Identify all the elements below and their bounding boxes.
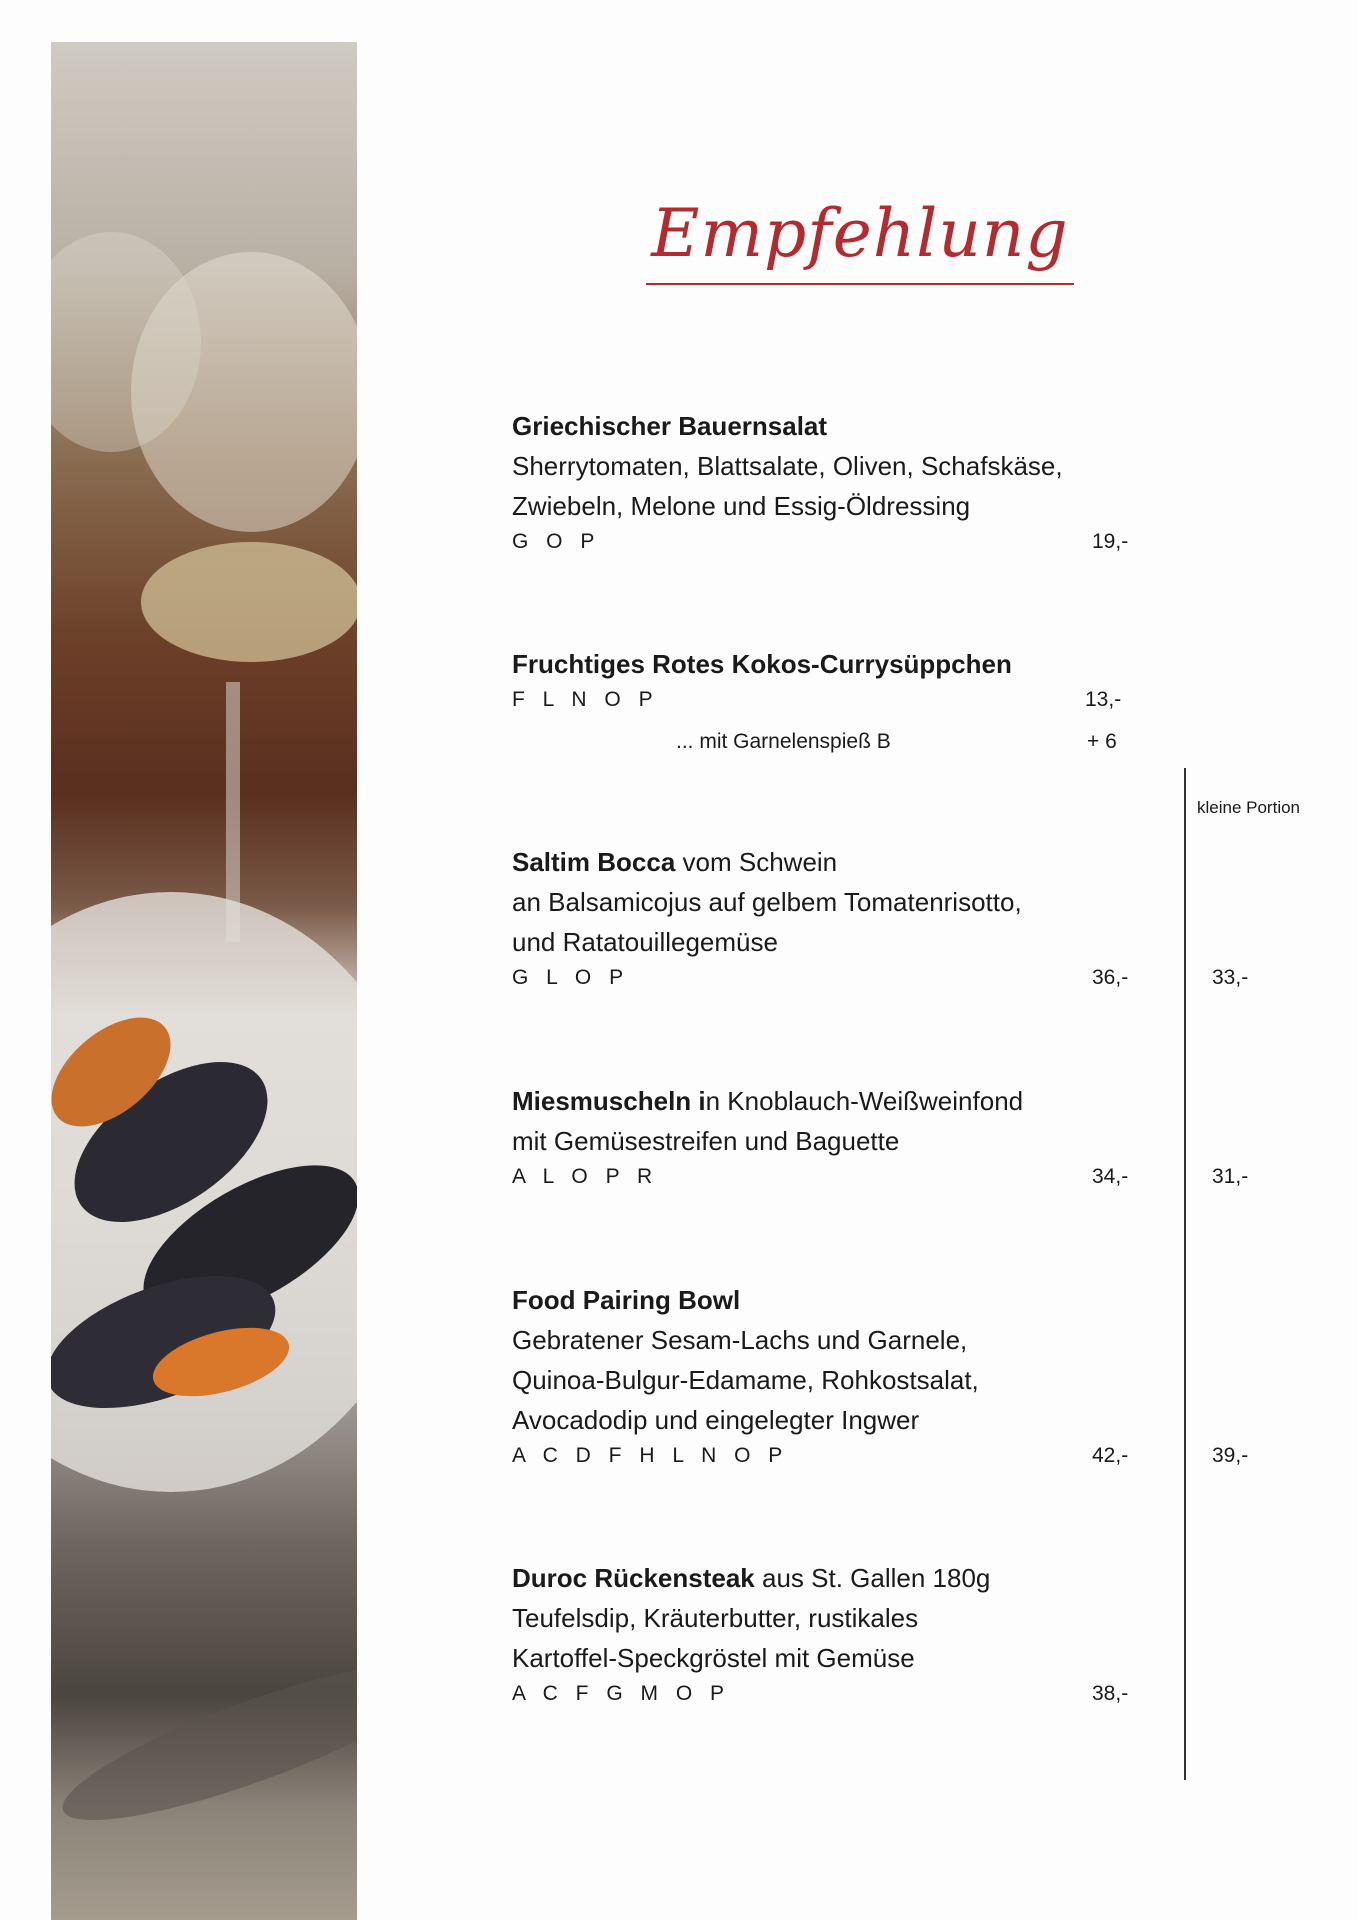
item-small-price: 39,- bbox=[1212, 1444, 1249, 1467]
allergen-codes: A C D F H L N O P bbox=[512, 1444, 789, 1467]
item-name: Saltim Bocca bbox=[512, 847, 676, 877]
item-name-suffix: vom Schwein bbox=[675, 847, 838, 877]
title-underline bbox=[646, 283, 1074, 285]
item-name: Griechischer Bauernsalat bbox=[512, 411, 828, 441]
title-text: Empfehlung bbox=[651, 195, 1069, 272]
item-name-suffix: aus St. Gallen 180g bbox=[754, 1563, 991, 1593]
item-description: Avocadodip und eingelegter Ingwer bbox=[512, 1405, 920, 1435]
item-price: 42,- bbox=[1092, 1444, 1129, 1467]
item-price: 36,- bbox=[1092, 966, 1129, 989]
item-price: 34,- bbox=[1092, 1165, 1129, 1188]
allergen-codes: G L O P bbox=[512, 966, 630, 989]
item-name-suffix: n Knoblauch-Weißweinfond bbox=[705, 1086, 1024, 1116]
item-name: Fruchtiges Rotes Kokos-Currysüppchen bbox=[512, 649, 1012, 679]
item-name: Food Pairing Bowl bbox=[512, 1285, 741, 1315]
item-small-price: 33,- bbox=[1212, 966, 1249, 989]
allergen-codes: G O P bbox=[512, 530, 601, 553]
item-description: mit Gemüsestreifen und Baguette bbox=[512, 1126, 900, 1156]
item-extra-option: ... mit Garnelenspieß B bbox=[676, 730, 891, 753]
menu-item bbox=[512, 406, 1272, 566]
menu-item bbox=[512, 1558, 1272, 1718]
item-extra-price: + 6 bbox=[1087, 730, 1117, 753]
menu-item bbox=[512, 1081, 1272, 1201]
item-small-price: 31,- bbox=[1212, 1165, 1249, 1188]
item-price: 19,- bbox=[1092, 530, 1129, 553]
menu-item bbox=[512, 644, 1272, 724]
item-price: 38,- bbox=[1092, 1682, 1129, 1705]
menu-title bbox=[640, 195, 1080, 325]
menu-item bbox=[512, 1280, 1272, 1480]
item-description: Teufelsdip, Kräuterbutter, rustikales bbox=[512, 1603, 919, 1633]
allergen-codes: A C F G M O P bbox=[512, 1682, 731, 1705]
item-description: an Balsamicojus auf gelbem Tomatenrisotto, bbox=[512, 887, 1022, 917]
item-name: Miesmuscheln i bbox=[512, 1086, 706, 1116]
item-description: Kartoffel-Speckgröstel mit Gemüse bbox=[512, 1643, 915, 1673]
item-description: Quinoa-Bulgur-Edamame, Rohkostsalat, bbox=[512, 1365, 979, 1395]
item-description: und Ratatouillegemüse bbox=[512, 927, 778, 957]
allergen-codes: F L N O P bbox=[512, 688, 659, 711]
item-price: 13,- bbox=[1085, 688, 1122, 711]
allergen-codes: A L O P R bbox=[512, 1165, 659, 1188]
food-photo bbox=[51, 42, 357, 1920]
item-name: Duroc Rückensteak bbox=[512, 1563, 755, 1593]
item-description: Gebratener Sesam-Lachs und Garnele, bbox=[512, 1325, 968, 1355]
item-description: Sherrytomaten, Blattsalate, Oliven, Schafskäse, bbox=[512, 451, 1063, 481]
menu-item bbox=[512, 842, 1272, 1002]
small-portion-label: kleine Portion bbox=[1197, 798, 1301, 817]
item-description: Zwiebeln, Melone und Essig-Öldressing bbox=[512, 491, 971, 521]
